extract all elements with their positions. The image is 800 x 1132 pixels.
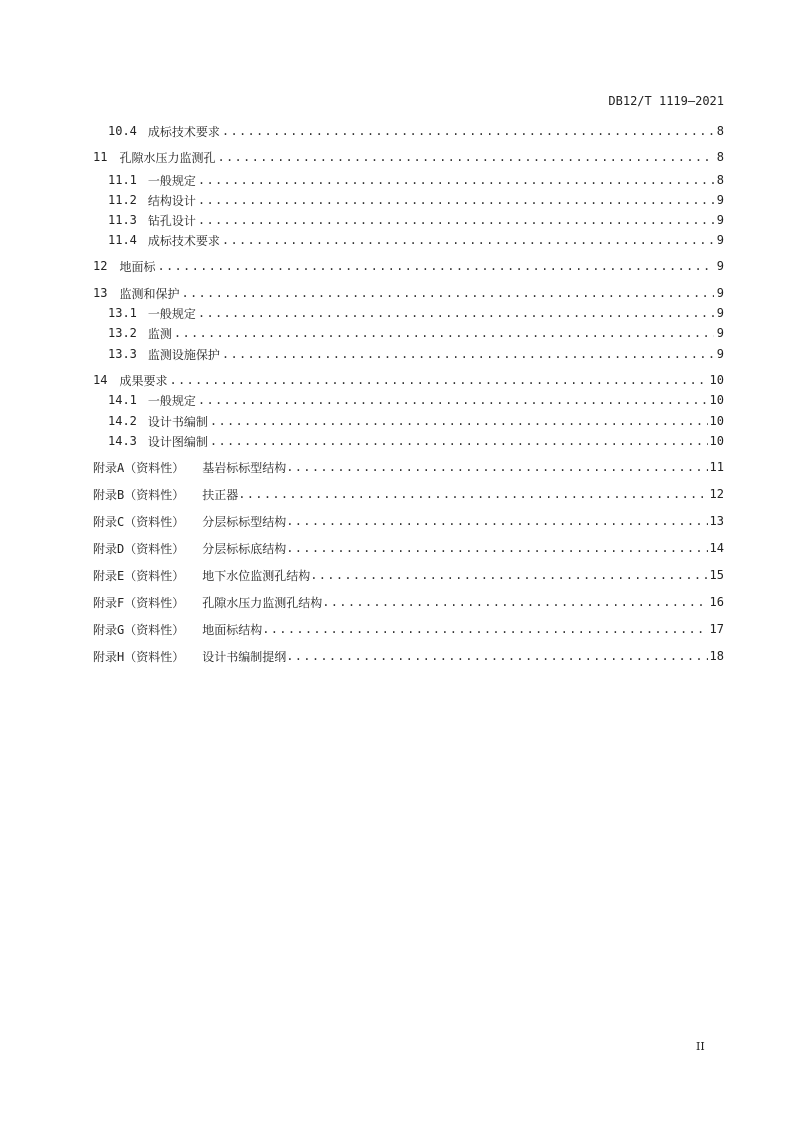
toc-entry-title: 设计书编制 — [147, 414, 208, 429]
toc-entry-title: 监测和保护 — [119, 286, 180, 301]
toc-entry-title: 扶正器 — [202, 487, 239, 502]
toc-entry-number: 13.2 — [108, 326, 137, 340]
dot-leader — [310, 568, 707, 582]
toc-entry-page: 9 — [716, 347, 724, 361]
dot-leader — [198, 173, 714, 187]
toc-entry[interactable] — [108, 172, 724, 188]
toc-entry[interactable] — [93, 621, 724, 637]
toc-entry[interactable] — [108, 232, 724, 248]
document-id-header: DB12/T 1119—2021 — [608, 94, 724, 108]
toc-entry[interactable] — [93, 648, 724, 664]
toc-entry[interactable] — [93, 459, 724, 475]
toc-entry[interactable] — [93, 513, 724, 529]
toc-entry-page: 8 — [716, 124, 724, 138]
toc-entry-page: 8 — [716, 150, 724, 164]
dot-leader — [181, 286, 714, 300]
toc-entry-title: 一般规定 — [147, 173, 196, 188]
toc-entry-page: 9 — [716, 286, 724, 300]
toc-entry-number: 13.1 — [108, 306, 137, 320]
toc-entry-page: 8 — [716, 173, 724, 187]
toc-entry-title: 一般规定 — [147, 306, 196, 321]
toc-entry-page: 9 — [716, 306, 724, 320]
toc-entry-title: 设计图编制 — [147, 434, 208, 449]
toc-entry[interactable] — [93, 149, 724, 165]
toc-entry-page: 9 — [716, 213, 724, 227]
toc-entry[interactable] — [108, 433, 724, 449]
toc-entry-title: 设计书编制提纲 — [202, 649, 287, 664]
toc-entry[interactable] — [93, 567, 724, 583]
toc-entry-page: 14 — [709, 541, 724, 555]
dot-leader — [286, 541, 707, 555]
toc-entry-number: 14 — [93, 373, 108, 387]
toc-entry-page: 18 — [709, 649, 724, 663]
toc-entry-page: 10 — [709, 434, 724, 448]
toc-entry-title: 地面标 — [119, 259, 156, 274]
toc-entry-number: 11.4 — [108, 233, 137, 247]
toc-entry-number: 13.3 — [108, 347, 137, 361]
dot-leader — [174, 326, 714, 340]
toc-entry-number: 附录G（资料性） — [93, 622, 185, 637]
toc-entry-page: 10 — [709, 393, 724, 407]
toc-entry[interactable] — [108, 305, 724, 321]
toc-entry-page: 16 — [709, 595, 724, 609]
toc-entry-title: 孔隙水压力监测孔结构 — [202, 595, 323, 610]
toc-entry-title: 成标技术要求 — [147, 233, 220, 248]
toc-entry-number: 附录E（资料性） — [93, 568, 185, 583]
dot-leader — [198, 213, 714, 227]
dot-leader — [198, 393, 708, 407]
toc-entry[interactable] — [108, 346, 724, 362]
toc-entry-number: 14.2 — [108, 414, 137, 428]
toc-entry-page: 9 — [716, 259, 724, 273]
toc-entry-title: 一般规定 — [147, 393, 196, 408]
toc-entry-title: 地面标结构 — [202, 622, 263, 637]
dot-leader — [169, 373, 707, 387]
toc-entry-number: 11.2 — [108, 193, 137, 207]
toc-entry-title: 孔隙水压力监测孔 — [119, 150, 216, 165]
dot-leader — [157, 259, 714, 273]
toc-entry-page: 13 — [709, 514, 724, 528]
toc-entry[interactable] — [108, 123, 724, 139]
toc-entry-number: 附录B（资料性） — [93, 487, 185, 502]
toc-entry-number: 11 — [93, 150, 108, 164]
toc-entry-page: 10 — [709, 414, 724, 428]
toc-entry-number: 附录D（资料性） — [93, 541, 185, 556]
toc-entry[interactable] — [93, 594, 724, 610]
toc-entry-title: 基岩标标型结构 — [202, 460, 287, 475]
toc-entry[interactable] — [93, 258, 724, 274]
dot-leader — [286, 649, 707, 663]
toc-entry-number: 14.1 — [108, 393, 137, 407]
dot-leader — [262, 622, 707, 636]
toc-entry-number: 10.4 — [108, 124, 137, 138]
dot-leader — [238, 487, 707, 501]
toc-entry-page: 9 — [716, 193, 724, 207]
toc-entry-page: 9 — [716, 233, 724, 247]
toc-entry-number: 14.3 — [108, 434, 137, 448]
toc-entry[interactable] — [108, 325, 724, 341]
dot-leader — [222, 233, 714, 247]
toc-entry-title: 成标技术要求 — [147, 124, 220, 139]
toc-entry-number: 附录A（资料性） — [93, 460, 185, 475]
toc-entry-number: 附录C（资料性） — [93, 514, 185, 529]
toc-entry-number: 11.1 — [108, 173, 137, 187]
toc-entry-page: 10 — [709, 373, 724, 387]
dot-leader — [198, 306, 714, 320]
toc-entry-number: 12 — [93, 259, 108, 273]
toc-entry-page: 12 — [709, 487, 724, 501]
toc-entry[interactable] — [93, 372, 724, 388]
toc-entry[interactable] — [108, 413, 724, 429]
dot-leader — [322, 595, 707, 609]
toc-entry-page: 9 — [716, 326, 724, 340]
toc-entry-page: 11 — [709, 460, 724, 474]
toc-entry-page: 17 — [709, 622, 724, 636]
dot-leader — [217, 150, 714, 164]
dot-leader — [286, 514, 707, 528]
toc-entry-page: 15 — [709, 568, 724, 582]
toc-entry[interactable] — [93, 285, 724, 301]
toc-entry-title: 地下水位监测孔结构 — [202, 568, 311, 583]
page-number: II — [696, 1040, 705, 1053]
dot-leader — [286, 460, 707, 474]
toc-entry-title: 结构设计 — [147, 193, 196, 208]
toc-entry-title: 成果要求 — [119, 373, 168, 388]
toc-entry-number: 13 — [93, 286, 108, 300]
toc-entry-title: 监测设施保护 — [147, 347, 220, 362]
toc-entry-title: 分层标标底结构 — [202, 541, 287, 556]
toc-entry[interactable] — [93, 540, 724, 556]
toc-entry[interactable] — [93, 486, 724, 502]
toc-entry-number: 附录H（资料性） — [93, 649, 185, 664]
toc-entry-title: 分层标标型结构 — [202, 514, 287, 529]
toc-entry[interactable] — [108, 212, 724, 228]
dot-leader — [210, 434, 708, 448]
toc-entry-number: 11.3 — [108, 213, 137, 227]
toc-entry-title: 监测 — [147, 326, 172, 341]
toc-entry[interactable] — [108, 192, 724, 208]
dot-leader — [210, 414, 708, 428]
toc-entry-title: 钻孔设计 — [147, 213, 196, 228]
toc-entry-number: 附录F（资料性） — [93, 595, 185, 610]
dot-leader — [222, 347, 714, 361]
dot-leader — [222, 124, 714, 138]
toc-entry[interactable] — [108, 392, 724, 408]
dot-leader — [198, 193, 714, 207]
